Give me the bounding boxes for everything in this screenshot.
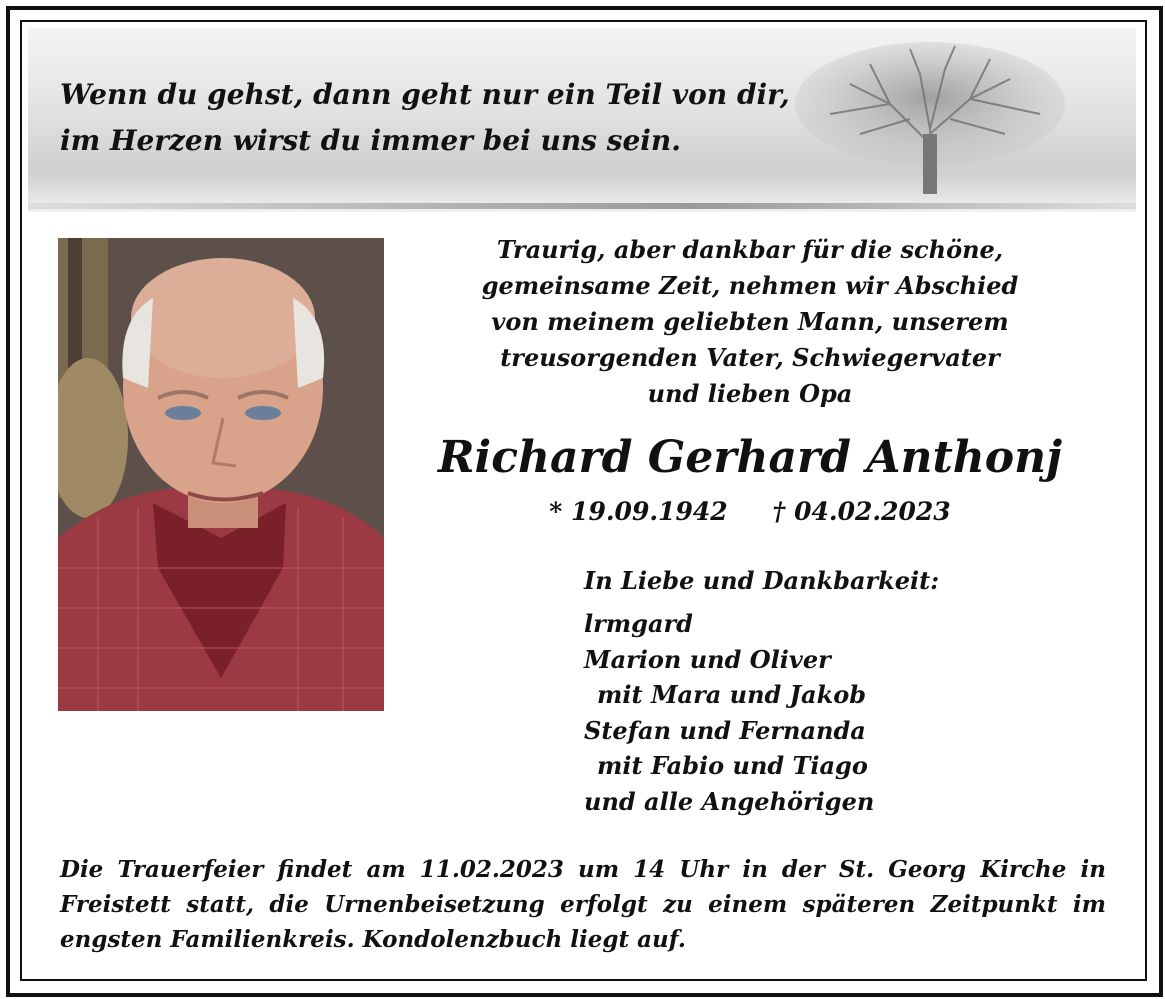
tree-icon	[790, 34, 1080, 200]
list-item: und alle Angehörigen	[584, 786, 875, 816]
intro-line: treusorgenden Vater, Schwiegervater	[500, 343, 1000, 372]
portrait-illustration	[58, 238, 384, 711]
portrait-photo	[58, 238, 384, 711]
intro-line: Traurig, aber dankbar für die schöne,	[496, 235, 1004, 264]
list-item: mit Mara und Jakob	[597, 680, 866, 709]
intro-text	[455, 232, 1045, 412]
intro-line: von meinem geliebten Mann, unserem	[491, 307, 1009, 336]
banner-divider	[28, 203, 1136, 209]
header-quote	[60, 72, 820, 164]
intro-line: und lieben Opa	[647, 379, 853, 408]
death-date: † 04.02.2023	[772, 497, 951, 526]
list-item: lrmgard	[584, 609, 693, 638]
quote-line-2: im Herzen wirst du immer bei uns sein.	[60, 124, 682, 157]
ceremony-info: Die Trauerfeier findet am 11.02.2023 um 14 Uhr in der St. Georg Kirche in Freistett statt, die Urnenbeisetzung erfolgt zu einem späteren Zeitpunkt im engsten Familienkreis. Kondolenzbuch liegt auf.	[60, 856, 1106, 953]
mourners-heading: In Liebe und Dankbarkeit:	[584, 566, 940, 595]
list-item: Marion und Oliver	[584, 644, 831, 674]
deceased-name: Richard Gerhard Anthonj	[437, 432, 1063, 483]
list-item: mit Fabio und Tiago	[597, 751, 868, 780]
birth-date: * 19.09.1942	[549, 497, 728, 526]
quote-line-1: Wenn du gehst, dann geht nur ein Teil von dir,	[60, 78, 790, 111]
life-dates	[455, 494, 1045, 530]
intro-line: gemeinsame Zeit, nehmen wir Abschied	[481, 271, 1019, 300]
list-item: Stefan und Fernanda	[584, 715, 866, 745]
mourners-list	[584, 606, 874, 819]
